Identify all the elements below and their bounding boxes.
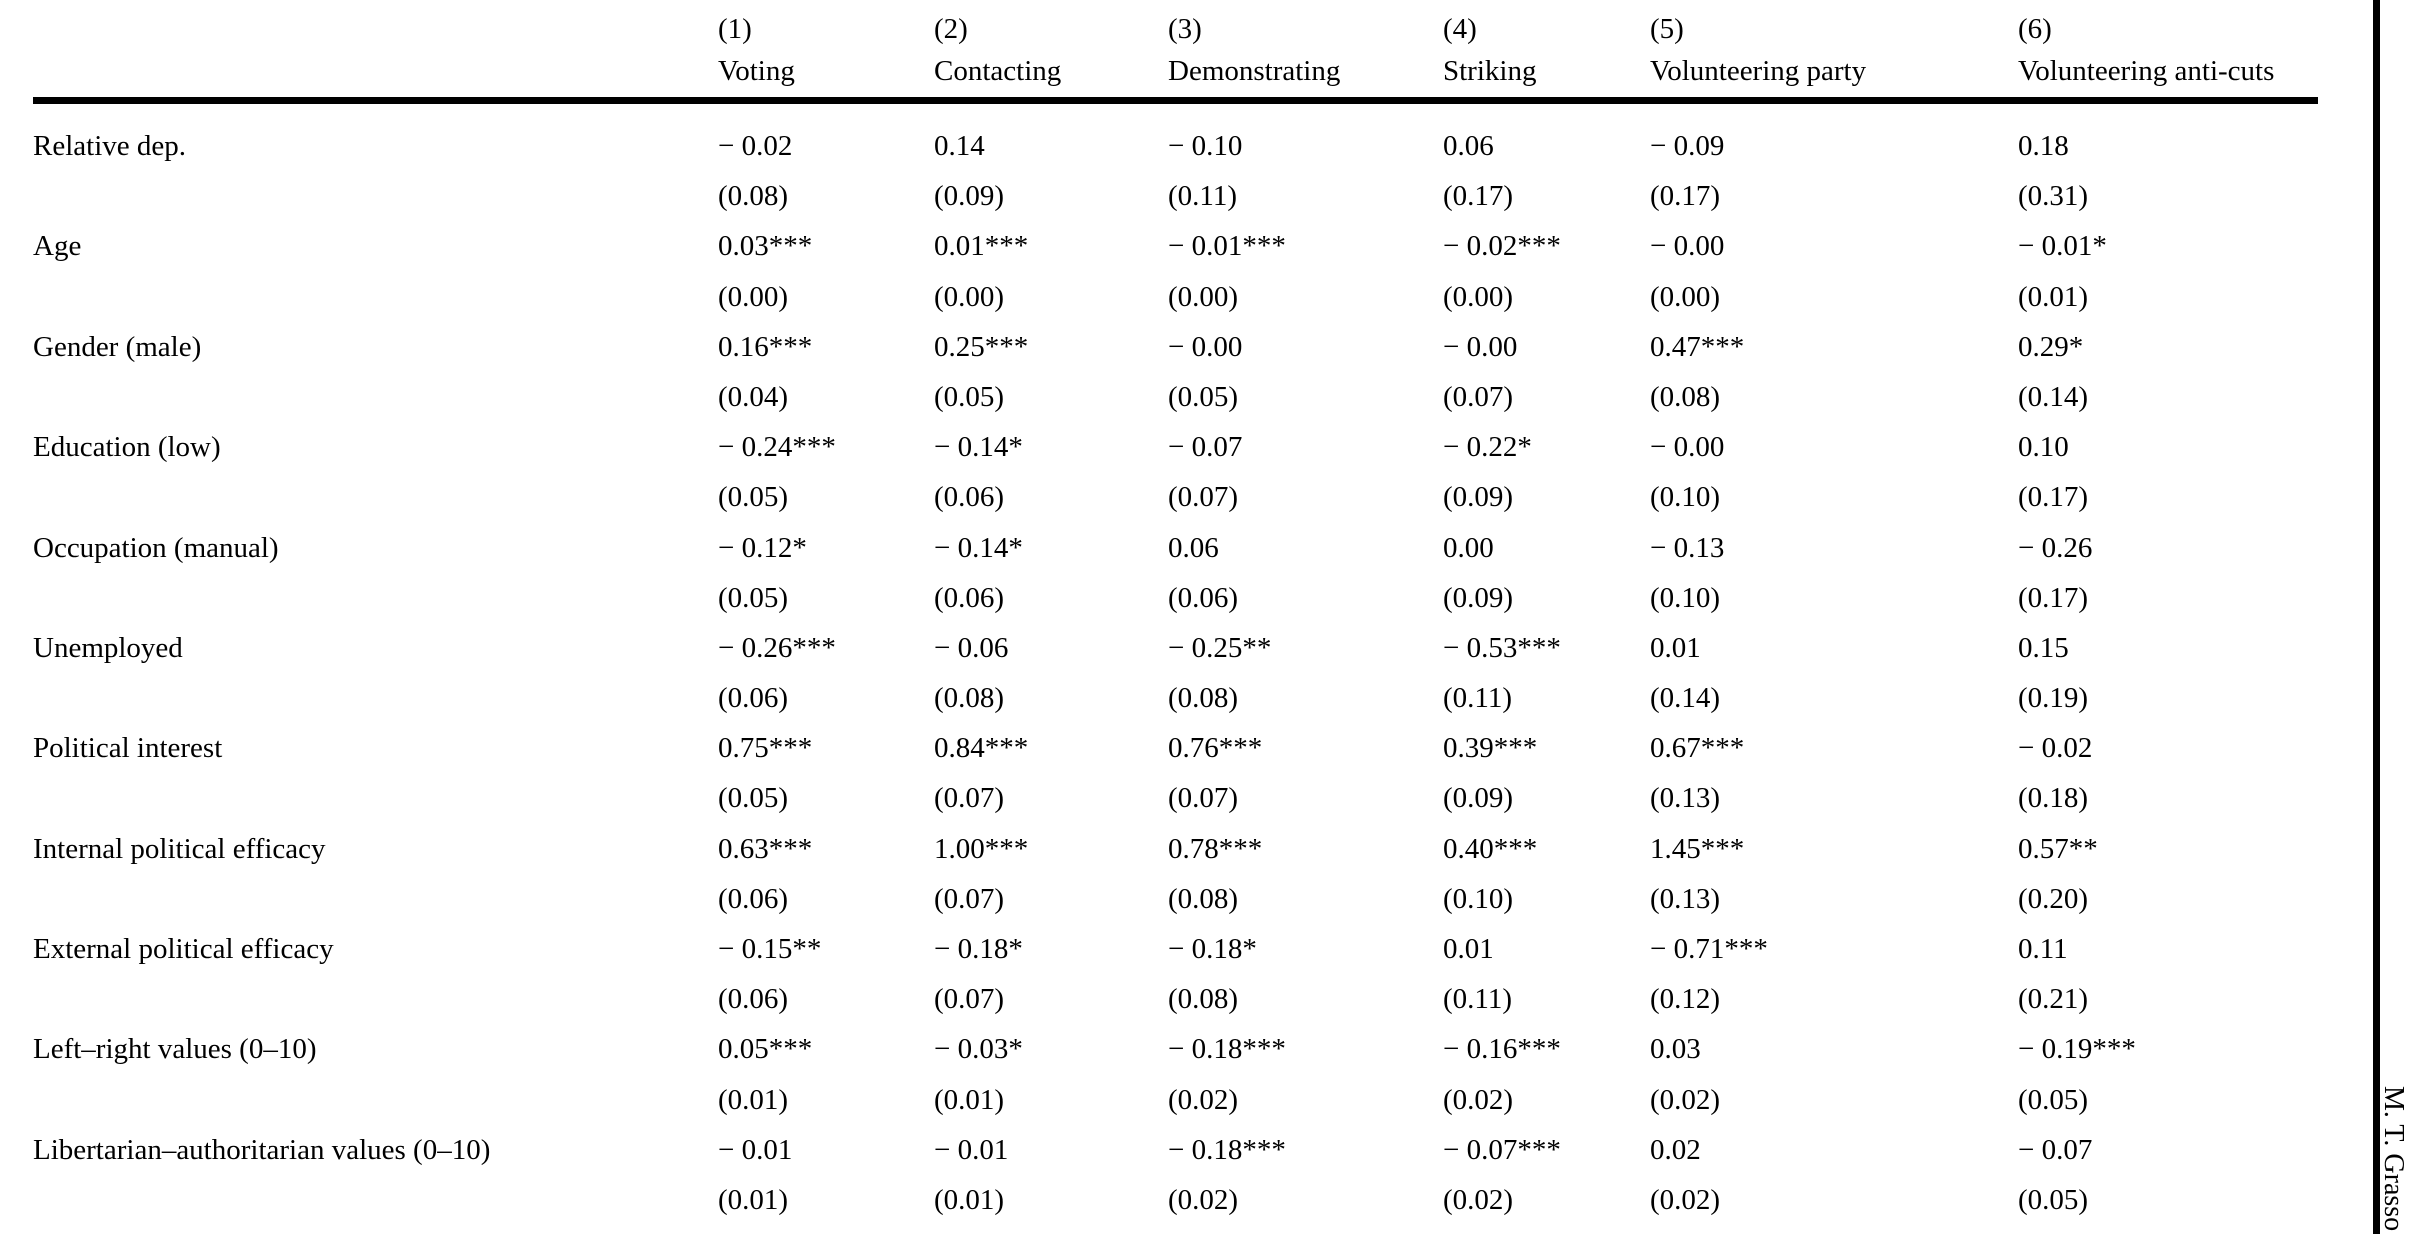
coef-cell: − 0.18***	[1168, 1033, 1286, 1066]
se-cell: (0.02)	[1168, 1083, 1239, 1116]
coef-cell: 0.05***	[718, 1033, 813, 1066]
coef-cell: 1.00***	[934, 832, 1029, 865]
coef-cell: − 0.00	[1650, 230, 1725, 263]
se-cell: (0.18)	[2018, 782, 2089, 815]
se-cell: (0.01)	[934, 1183, 1005, 1216]
se-cell: (0.11)	[1168, 180, 1237, 213]
se-cell: (0.07)	[1443, 380, 1514, 413]
coef-cell: 0.14	[934, 130, 985, 162]
coef-cell: 0.03***	[718, 230, 813, 263]
se-cell: (0.01)	[934, 1083, 1005, 1116]
column-number: (3)	[1168, 13, 1202, 45]
se-cell: (0.01)	[718, 1183, 789, 1216]
se-cell: (0.07)	[1168, 481, 1239, 514]
column-header	[934, 8, 1168, 92]
column-label: Voting	[718, 55, 795, 87]
column-label: Demonstrating	[1168, 55, 1341, 87]
coef-cell: 0.29*	[2018, 330, 2084, 363]
coef-cell: − 0.18*	[1168, 933, 1257, 965]
se-cell: (0.20)	[2018, 882, 2089, 915]
se-row-spacer	[33, 272, 718, 322]
se-cell: (0.13)	[1650, 882, 1721, 915]
coef-cell: − 0.01*	[2018, 230, 2107, 263]
coef-cell: 0.75***	[718, 732, 813, 765]
coef-cell: 0.06	[1168, 531, 1219, 564]
coef-cell: 0.16***	[718, 330, 813, 363]
coef-cell: − 0.00	[1650, 431, 1725, 464]
se-cell: (0.09)	[1443, 581, 1514, 614]
column-label: Volunteering party	[1650, 55, 1867, 87]
column-header	[718, 8, 934, 92]
coef-cell: − 0.00	[1168, 330, 1243, 363]
page-edge-line	[2373, 0, 2380, 1234]
coef-cell: 0.00	[1443, 531, 1494, 564]
se-cell: (0.17)	[1650, 180, 1721, 213]
column-number: (6)	[2018, 13, 2052, 45]
se-cell: (0.17)	[1443, 180, 1514, 213]
row-label: Libertarian–authoritarian values (0–10)	[33, 1133, 491, 1166]
row-label: Political interest	[33, 732, 223, 765]
se-cell: (0.05)	[934, 380, 1005, 413]
coef-cell: − 0.19***	[2018, 1033, 2136, 1066]
se-cell: (0.08)	[934, 682, 1005, 715]
se-cell: (0.05)	[2018, 1083, 2089, 1116]
row-label: Age	[33, 230, 82, 263]
coef-cell: − 0.53***	[1443, 631, 1561, 664]
se-cell: (0.06)	[934, 581, 1005, 614]
row-label: Relative dep.	[33, 130, 187, 162]
se-cell: (0.00)	[1443, 280, 1514, 313]
coef-cell: − 0.13	[1650, 531, 1725, 564]
column-header	[2018, 8, 2318, 92]
se-row-spacer	[33, 874, 718, 924]
se-cell: (0.05)	[718, 481, 789, 514]
se-cell: (0.02)	[1650, 1083, 1721, 1116]
coef-cell: 0.78***	[1168, 832, 1263, 865]
coef-cell: 0.47***	[1650, 330, 1745, 363]
se-cell: (0.05)	[718, 581, 789, 614]
se-cell: (0.17)	[2018, 481, 2089, 514]
coef-cell: − 0.12*	[718, 531, 807, 564]
se-cell: (0.09)	[934, 180, 1005, 213]
se-cell: (0.14)	[2018, 380, 2089, 413]
coef-cell: − 0.02***	[1443, 230, 1561, 263]
se-cell: (0.08)	[1168, 682, 1239, 715]
coef-cell: 0.01***	[934, 230, 1029, 263]
se-cell: (0.05)	[2018, 1183, 2089, 1216]
se-row-spacer	[33, 1175, 718, 1225]
se-cell: (0.31)	[2018, 180, 2089, 213]
se-cell: (0.02)	[1443, 1083, 1514, 1116]
coef-cell: − 0.07***	[1443, 1133, 1561, 1166]
coef-cell: 0.02	[1650, 1133, 1701, 1166]
coef-cell: − 0.14*	[934, 531, 1023, 564]
se-row-spacer	[33, 472, 718, 522]
se-row-spacer	[33, 372, 718, 422]
coef-cell: − 0.09	[1650, 130, 1725, 162]
se-cell: (0.12)	[1650, 983, 1721, 1016]
table-header	[33, 8, 2318, 92]
coef-cell: − 0.14*	[934, 431, 1023, 464]
column-header	[1650, 8, 2018, 92]
coef-cell: 0.03	[1650, 1033, 1701, 1066]
coef-cell: − 0.06	[934, 631, 1009, 664]
coef-cell: − 0.10	[1168, 130, 1243, 162]
se-row-spacer	[33, 1075, 718, 1125]
coef-cell: − 0.26***	[718, 631, 836, 664]
se-cell: (0.08)	[1168, 983, 1239, 1016]
se-cell: (0.19)	[2018, 682, 2089, 715]
se-cell: (0.01)	[2018, 280, 2089, 313]
coef-cell: 0.76***	[1168, 732, 1263, 765]
se-cell: (0.05)	[1168, 380, 1239, 413]
se-cell: (0.07)	[934, 882, 1005, 915]
coef-cell: − 0.01	[934, 1133, 1009, 1166]
se-cell: (0.11)	[1443, 983, 1512, 1016]
se-cell: (0.00)	[1650, 280, 1721, 313]
coef-cell: 0.06	[1443, 130, 1494, 162]
column-label: Volunteering anti-cuts	[2018, 55, 2275, 87]
se-cell: (0.06)	[934, 481, 1005, 514]
coef-cell: 0.11	[2018, 933, 2068, 965]
coef-cell: 0.63***	[718, 832, 813, 865]
se-cell: (0.11)	[1443, 682, 1512, 715]
coef-cell: − 0.71***	[1650, 933, 1768, 965]
coef-cell: 0.18	[2018, 130, 2069, 162]
row-label: Occupation (manual)	[33, 531, 279, 564]
se-cell: (0.00)	[1168, 280, 1239, 313]
coef-cell: − 0.22*	[1443, 431, 1532, 464]
se-cell: (0.08)	[1650, 380, 1721, 413]
se-cell: (0.02)	[1168, 1183, 1239, 1216]
se-cell: (0.10)	[1650, 481, 1721, 514]
coef-cell: − 0.07	[1168, 431, 1243, 464]
se-cell: (0.14)	[1650, 682, 1721, 715]
se-row-spacer	[33, 974, 718, 1024]
se-cell: (0.10)	[1650, 581, 1721, 614]
column-number: (1)	[718, 13, 752, 45]
coef-cell: − 0.03*	[934, 1033, 1023, 1066]
coef-cell: − 0.00	[1443, 330, 1518, 363]
se-cell: (0.06)	[718, 882, 789, 915]
se-cell: (0.00)	[718, 280, 789, 313]
row-label: Internal political efficacy	[33, 832, 326, 865]
coef-cell: 0.01	[1650, 631, 1701, 664]
column-number: (2)	[934, 13, 968, 45]
coef-cell: 0.67***	[1650, 732, 1745, 765]
se-cell: (0.21)	[2018, 983, 2089, 1016]
rotated-author-name: M. T. Grasso	[2378, 1086, 2409, 1232]
header-rule	[33, 97, 2318, 104]
se-cell: (0.09)	[1443, 782, 1514, 815]
se-cell: (0.07)	[934, 782, 1005, 815]
coef-cell: 0.01	[1443, 933, 1494, 965]
coef-cell: 0.84***	[934, 732, 1029, 765]
se-cell: (0.05)	[718, 782, 789, 815]
row-label: Education (low)	[33, 431, 221, 464]
coef-cell: 0.15	[2018, 631, 2069, 664]
header-spacer	[33, 8, 718, 92]
se-row-spacer	[33, 673, 718, 723]
se-cell: (0.06)	[718, 983, 789, 1016]
coef-cell: − 0.18***	[1168, 1133, 1286, 1166]
coef-cell: − 0.16***	[1443, 1033, 1561, 1066]
se-cell: (0.02)	[1650, 1183, 1721, 1216]
row-label: Unemployed	[33, 631, 183, 664]
row-label: Gender (male)	[33, 330, 202, 363]
se-cell: (0.08)	[1168, 882, 1239, 915]
column-label: Contacting	[934, 55, 1062, 87]
se-cell: (0.07)	[1168, 782, 1239, 815]
coef-cell: − 0.07	[2018, 1133, 2093, 1166]
regression-table	[33, 121, 2318, 1225]
coef-cell: − 0.01***	[1168, 230, 1286, 263]
coef-cell: − 0.25**	[1168, 631, 1272, 664]
se-row-spacer	[33, 171, 718, 221]
se-cell: (0.13)	[1650, 782, 1721, 815]
se-cell: (0.08)	[718, 180, 789, 213]
coef-cell: − 0.15**	[718, 933, 822, 965]
se-cell: (0.10)	[1443, 882, 1514, 915]
column-label: Striking	[1443, 55, 1537, 87]
se-cell: (0.09)	[1443, 481, 1514, 514]
column-number: (4)	[1443, 13, 1477, 45]
row-label: Left–right values (0–10)	[33, 1033, 317, 1066]
coef-cell: 1.45***	[1650, 832, 1745, 865]
coef-cell: − 0.01	[718, 1133, 793, 1166]
se-cell: (0.02)	[1443, 1183, 1514, 1216]
se-cell: (0.06)	[718, 682, 789, 715]
coef-cell: − 0.18*	[934, 933, 1023, 965]
coef-cell: 0.40***	[1443, 832, 1538, 865]
coef-cell: − 0.02	[718, 130, 793, 162]
coef-cell: − 0.24***	[718, 431, 836, 464]
coef-cell: 0.57**	[2018, 832, 2098, 865]
se-cell: (0.04)	[718, 380, 789, 413]
se-cell: (0.07)	[934, 983, 1005, 1016]
row-label: External political efficacy	[33, 933, 334, 965]
se-cell: (0.06)	[1168, 581, 1239, 614]
column-header	[1168, 8, 1443, 92]
coef-cell: 0.10	[2018, 431, 2069, 464]
coef-cell: 0.25***	[934, 330, 1029, 363]
coef-cell: 0.39***	[1443, 732, 1538, 765]
se-cell: (0.17)	[2018, 581, 2089, 614]
coef-cell: − 0.02	[2018, 732, 2093, 765]
column-number: (5)	[1650, 13, 1684, 45]
se-row-spacer	[33, 573, 718, 623]
se-row-spacer	[33, 773, 718, 823]
column-header	[1443, 8, 1650, 92]
se-cell: (0.00)	[934, 280, 1005, 313]
se-cell: (0.01)	[718, 1083, 789, 1116]
coef-cell: − 0.26	[2018, 531, 2093, 564]
